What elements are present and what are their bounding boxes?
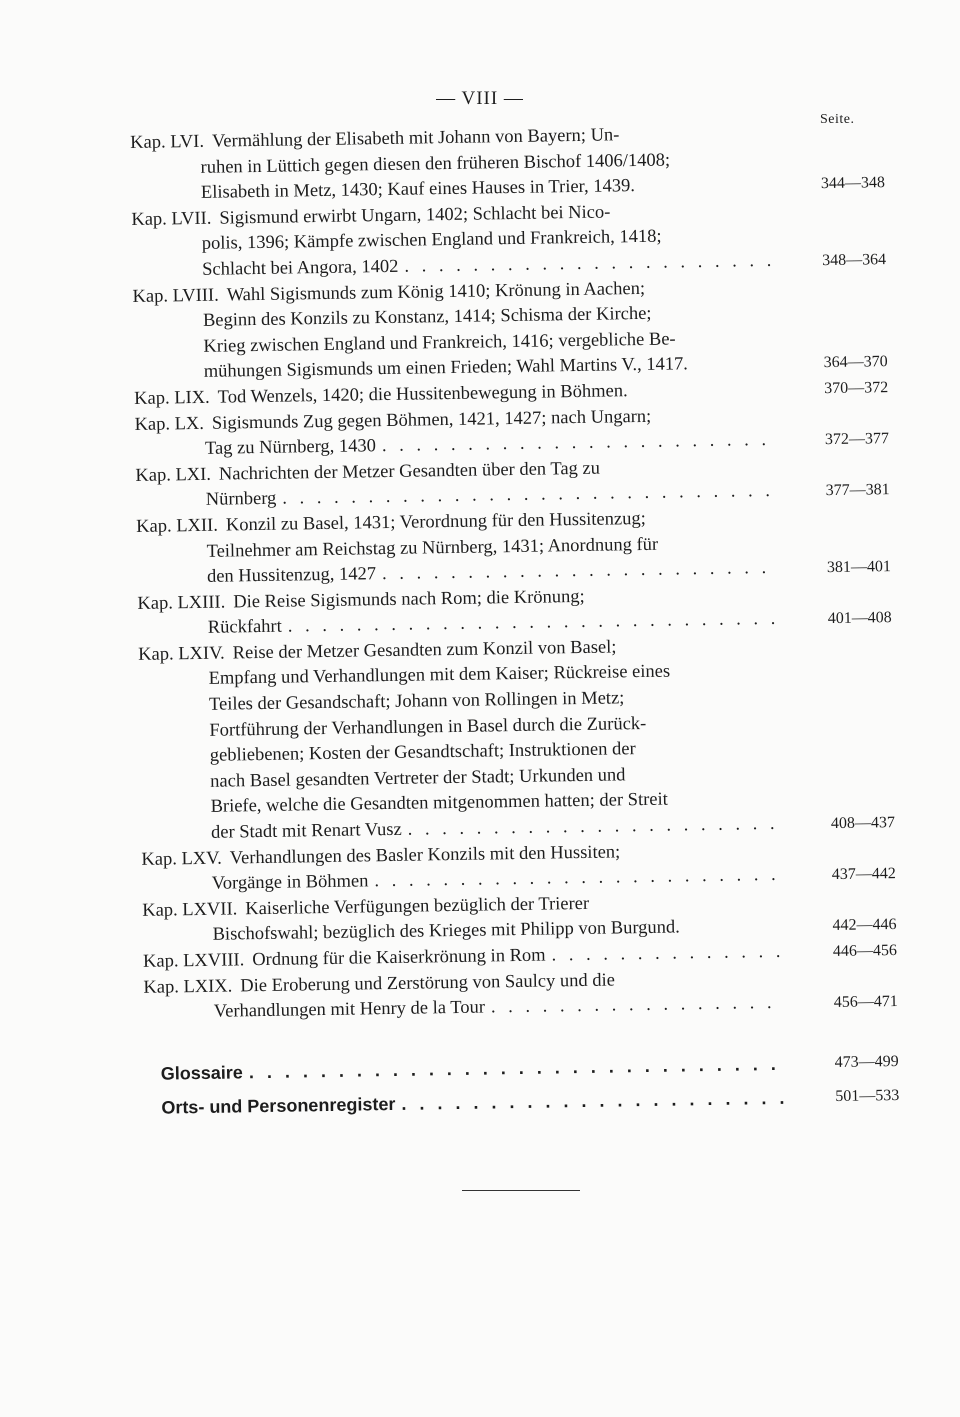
page-range: 348—364 <box>821 251 887 270</box>
entry-text <box>132 274 774 386</box>
entry-line-text: Verhandlungen des Basler Konzils mit den Hussiten; <box>229 842 621 869</box>
dot-leader <box>395 1081 785 1121</box>
entry-line-text: Briefe, welche die Gesandten mitgenommen hatten; der Streit <box>210 790 668 818</box>
entry-line-text: Schlacht bei Angora, 1402 <box>202 256 399 280</box>
entry-line-text: Ordnung für die Kaiserkrönung in Rom <box>252 945 546 971</box>
entry-line-text: Fortführung der Verhandlungen in Basel durch die Zurück- <box>209 713 647 741</box>
page-range: 364—370 <box>823 353 888 372</box>
toc-entry <box>136 503 897 592</box>
entry-text <box>143 965 784 1026</box>
closing-rule <box>462 1190 580 1191</box>
entry-line-text: gebliebenen; Kosten der Gesandtschaft; Instruktionen der <box>209 739 636 767</box>
entry-text <box>131 198 772 285</box>
page-range: 401—408 <box>827 609 892 628</box>
entry-line-text: Krieg zwischen England und Frankreich, 1416; vergebliche Be- <box>203 329 676 357</box>
page-range: 370—372 <box>823 379 889 398</box>
chapter-number: Kap. LXIX. <box>143 976 233 998</box>
toc-entry <box>130 119 891 208</box>
entry-line-text: der Stadt mit Renart Vusz <box>210 819 402 843</box>
entry-line-text: Rückfahrt <box>207 616 282 639</box>
page-number: — VIII — <box>436 88 524 109</box>
page-range: 344—348 <box>820 174 886 193</box>
chapter-list <box>130 119 904 1027</box>
appendix-title: Glossaire <box>160 1062 244 1084</box>
entry-line-text: Sigismund erwirbt Ungarn, 1402; Schlacht bei Nico- <box>219 202 611 229</box>
page-range: 456—471 <box>833 993 898 1012</box>
entry-line-text: Die Reise Sigismunds nach Rom; die Krönung; <box>233 586 585 613</box>
entry-text <box>136 505 777 592</box>
entry-line-text: Reise der Metzer Gesandten zum Konzil von Basel; <box>232 637 617 664</box>
chapter-number: Kap. LXII. <box>136 515 219 537</box>
entry-text <box>130 121 771 208</box>
entry-line-text: Nürnberg <box>205 489 277 511</box>
chapter-number: Kap. LIX. <box>134 387 210 409</box>
chapter-number: Kap. LXIV. <box>138 643 225 665</box>
page-range: 408—437 <box>830 814 896 833</box>
entry-line-text: Kaiserliche Verfügungen bezüglich der Trierer <box>245 893 590 920</box>
chapter-number: Kap. LXVIII. <box>142 950 245 972</box>
chapter-number: Kap. LX. <box>134 413 205 435</box>
page-range: 372—377 <box>824 430 890 449</box>
table-of-contents <box>130 119 906 1125</box>
page-range: 377—381 <box>825 481 890 500</box>
page-range: 381—401 <box>826 558 892 577</box>
entry-line-text: Konzil zu Basel, 1431; Verordnung für den Hussitenzug; <box>225 508 646 536</box>
entry-line-text: Wahl Sigismunds zum König 1410; Krönung in Aachen; <box>226 278 646 306</box>
entry-line-text: Beginn des Konzils zu Konstanz, 1414; Schisma der Kirche; <box>202 303 652 332</box>
chapter-number: Kap. LVI. <box>130 131 205 153</box>
entry-line-text: mühungen Sigismunds um einen Frieden; Wahl Martins V., 1417. <box>203 354 689 383</box>
chapter-number: Kap. LXV. <box>141 848 222 870</box>
entry-line-text: Teilnehmer am Reichstag zu Nürnberg, 1431; Anordnung für <box>206 534 659 562</box>
chapter-number: Kap. LXI. <box>135 464 212 486</box>
page-range: 442—446 <box>832 916 897 935</box>
entry-line-text: Nachrichten der Metzer Gesandten über den Tag zu <box>218 458 601 485</box>
entry-line-text: Bischofswahl; bezüglich des Krieges mit Philipp von Burgund. <box>212 917 681 946</box>
dot-leader <box>485 991 784 1021</box>
entry-line-text: Sigismunds Zug gegen Böhmen, 1421, 1427; nach Ungarn; <box>211 406 652 434</box>
dot-leader <box>545 940 783 969</box>
entry-line-text: den Hussitenzug, 1427 <box>206 564 377 587</box>
page-range: 437—442 <box>831 865 896 884</box>
toc-entry <box>131 196 892 285</box>
entry-text <box>138 633 781 848</box>
entry-line-text: Verhandlungen mit Henry de la Tour <box>213 997 486 1022</box>
toc-entry <box>138 631 901 848</box>
chapter-number: Kap. LXVII. <box>142 899 238 921</box>
entry-line-text: nach Basel gesandten Vertreter der Stadt; Urkunden und <box>210 765 626 792</box>
entry-line-text: Vorgänge in Böhmen <box>211 871 369 895</box>
toc-entry <box>132 273 894 387</box>
entry-line-text: polis, 1396; Kämpfe zwischen England und Frankreich, 1418; <box>201 227 662 255</box>
appendix-title: Orts- und Personenregister <box>161 1093 396 1118</box>
seite-column-label: Seite. <box>820 112 855 127</box>
chapter-number: Kap. LVIII. <box>132 285 219 307</box>
page-range: 446—456 <box>832 942 898 961</box>
page-range: 501—533 <box>835 1086 900 1105</box>
appendix-list <box>145 1045 906 1125</box>
entry-line-text: ruhen in Lüttich gegen diesen den früheren Bischof 1406/1408; <box>200 150 671 178</box>
entry-line-text: Vermählung der Elisabeth mit Johann von Bayern; Un- <box>211 125 620 152</box>
chapter-number: Kap. LXIII. <box>137 592 226 614</box>
entry-line-text: Die Eroberung und Zerstörung von Saulcy und die <box>240 970 615 996</box>
entry-line-text: Elisabeth in Metz, 1430; Kauf eines Hauses in Trier, 1439. <box>200 176 636 204</box>
entry-line-text: Teiles der Gesandschaft; Johann von Rollingen in Metz; <box>208 688 625 715</box>
entry-line-text: Tod Wenzels, 1420; die Hussitenbewegung in Böhmen. <box>217 381 628 408</box>
chapter-number: Kap. LVII. <box>131 208 212 230</box>
entry-line-text: Tag zu Nürnberg, 1430 <box>204 436 377 459</box>
entry-line-text: Empfang und Verhandlungen mit dem Kaiser; Rückreise eines <box>208 662 671 690</box>
page-range: 473—499 <box>834 1052 899 1071</box>
